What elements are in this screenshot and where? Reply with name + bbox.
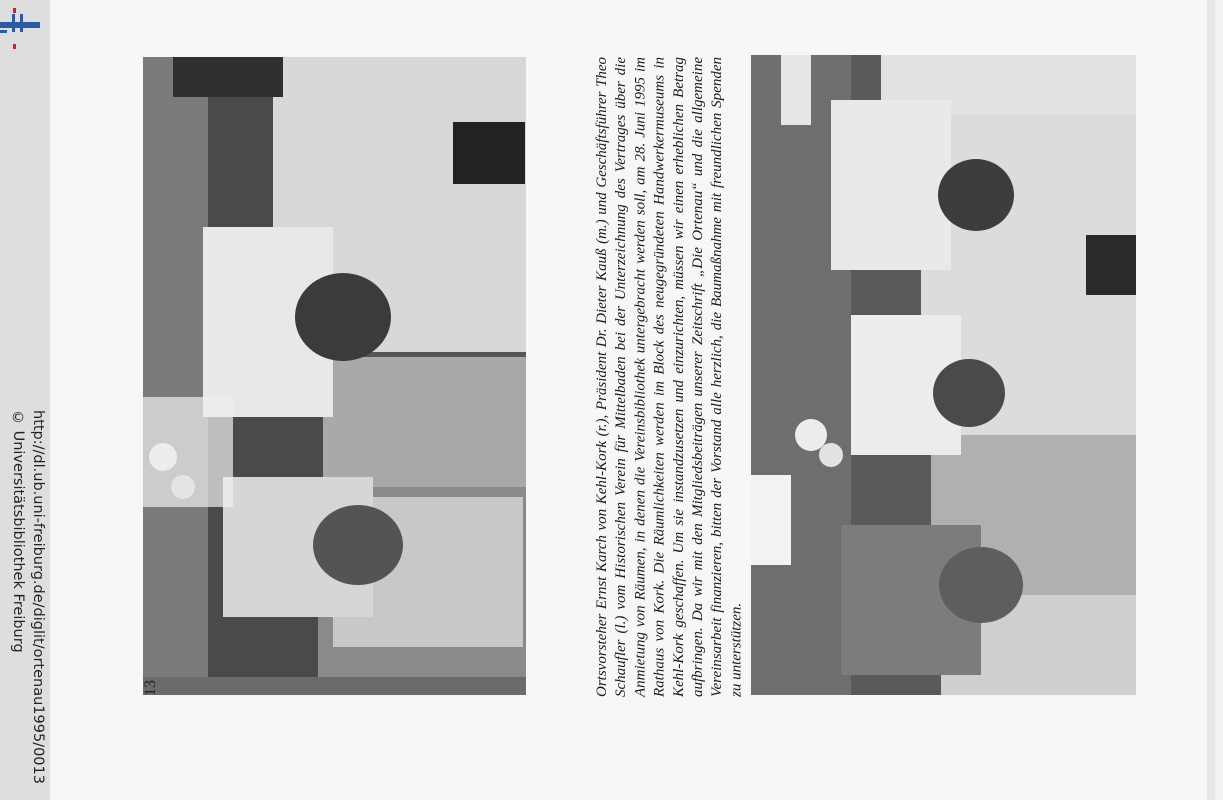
source-url-link[interactable]: http://dl.ub.uni-freiburg.de/diglit/ortenau1995/0013 <box>30 410 46 784</box>
copyright-text: © Universitätsbibliothek Freiburg <box>10 410 26 653</box>
viewer-sidebar <box>0 0 50 800</box>
sidebar-source-info <box>2 410 48 790</box>
university-logo-icon[interactable] <box>0 6 44 50</box>
scanned-page <box>50 0 1215 800</box>
photo-signing-left <box>143 57 526 695</box>
page-number: 13 <box>142 680 159 696</box>
photo-signing-right <box>751 55 1136 695</box>
page-edge <box>1207 0 1215 800</box>
photo-caption: Ortsvorsteher Ernst Karch von Kehl-Kork (r.), Präsident Dr. Dieter Kauß (m.) und Geschäftsführer Theo Schaufler (l.) vom Historischen Verein für Mittelbaden bei der Unterzeichnung des Vertrages über die Anmietung von Räumen, in denen die Vereinsbibliothek untergebracht werden soll, am 28. Juni 1995 im Rathaus von Kork. Die Räumlichkeiten werden im Block des neugegründeten Handwerkermuseums in Kehl-Kork geschaffen. Um sie instandzusetzen und einzurichten, müssen wir einen erheblichen Betrag aufbringen. Da wir mit den Mitgliedsbeiträgen unserer Zeitschrift „Die Ortenau“ und die allgemeine Vereinsarbeit finanzieren, bitten der Vorstand alle herzlich, die Baumaßnahme mit freundlichen Spenden zu unterstützen. <box>594 57 745 697</box>
